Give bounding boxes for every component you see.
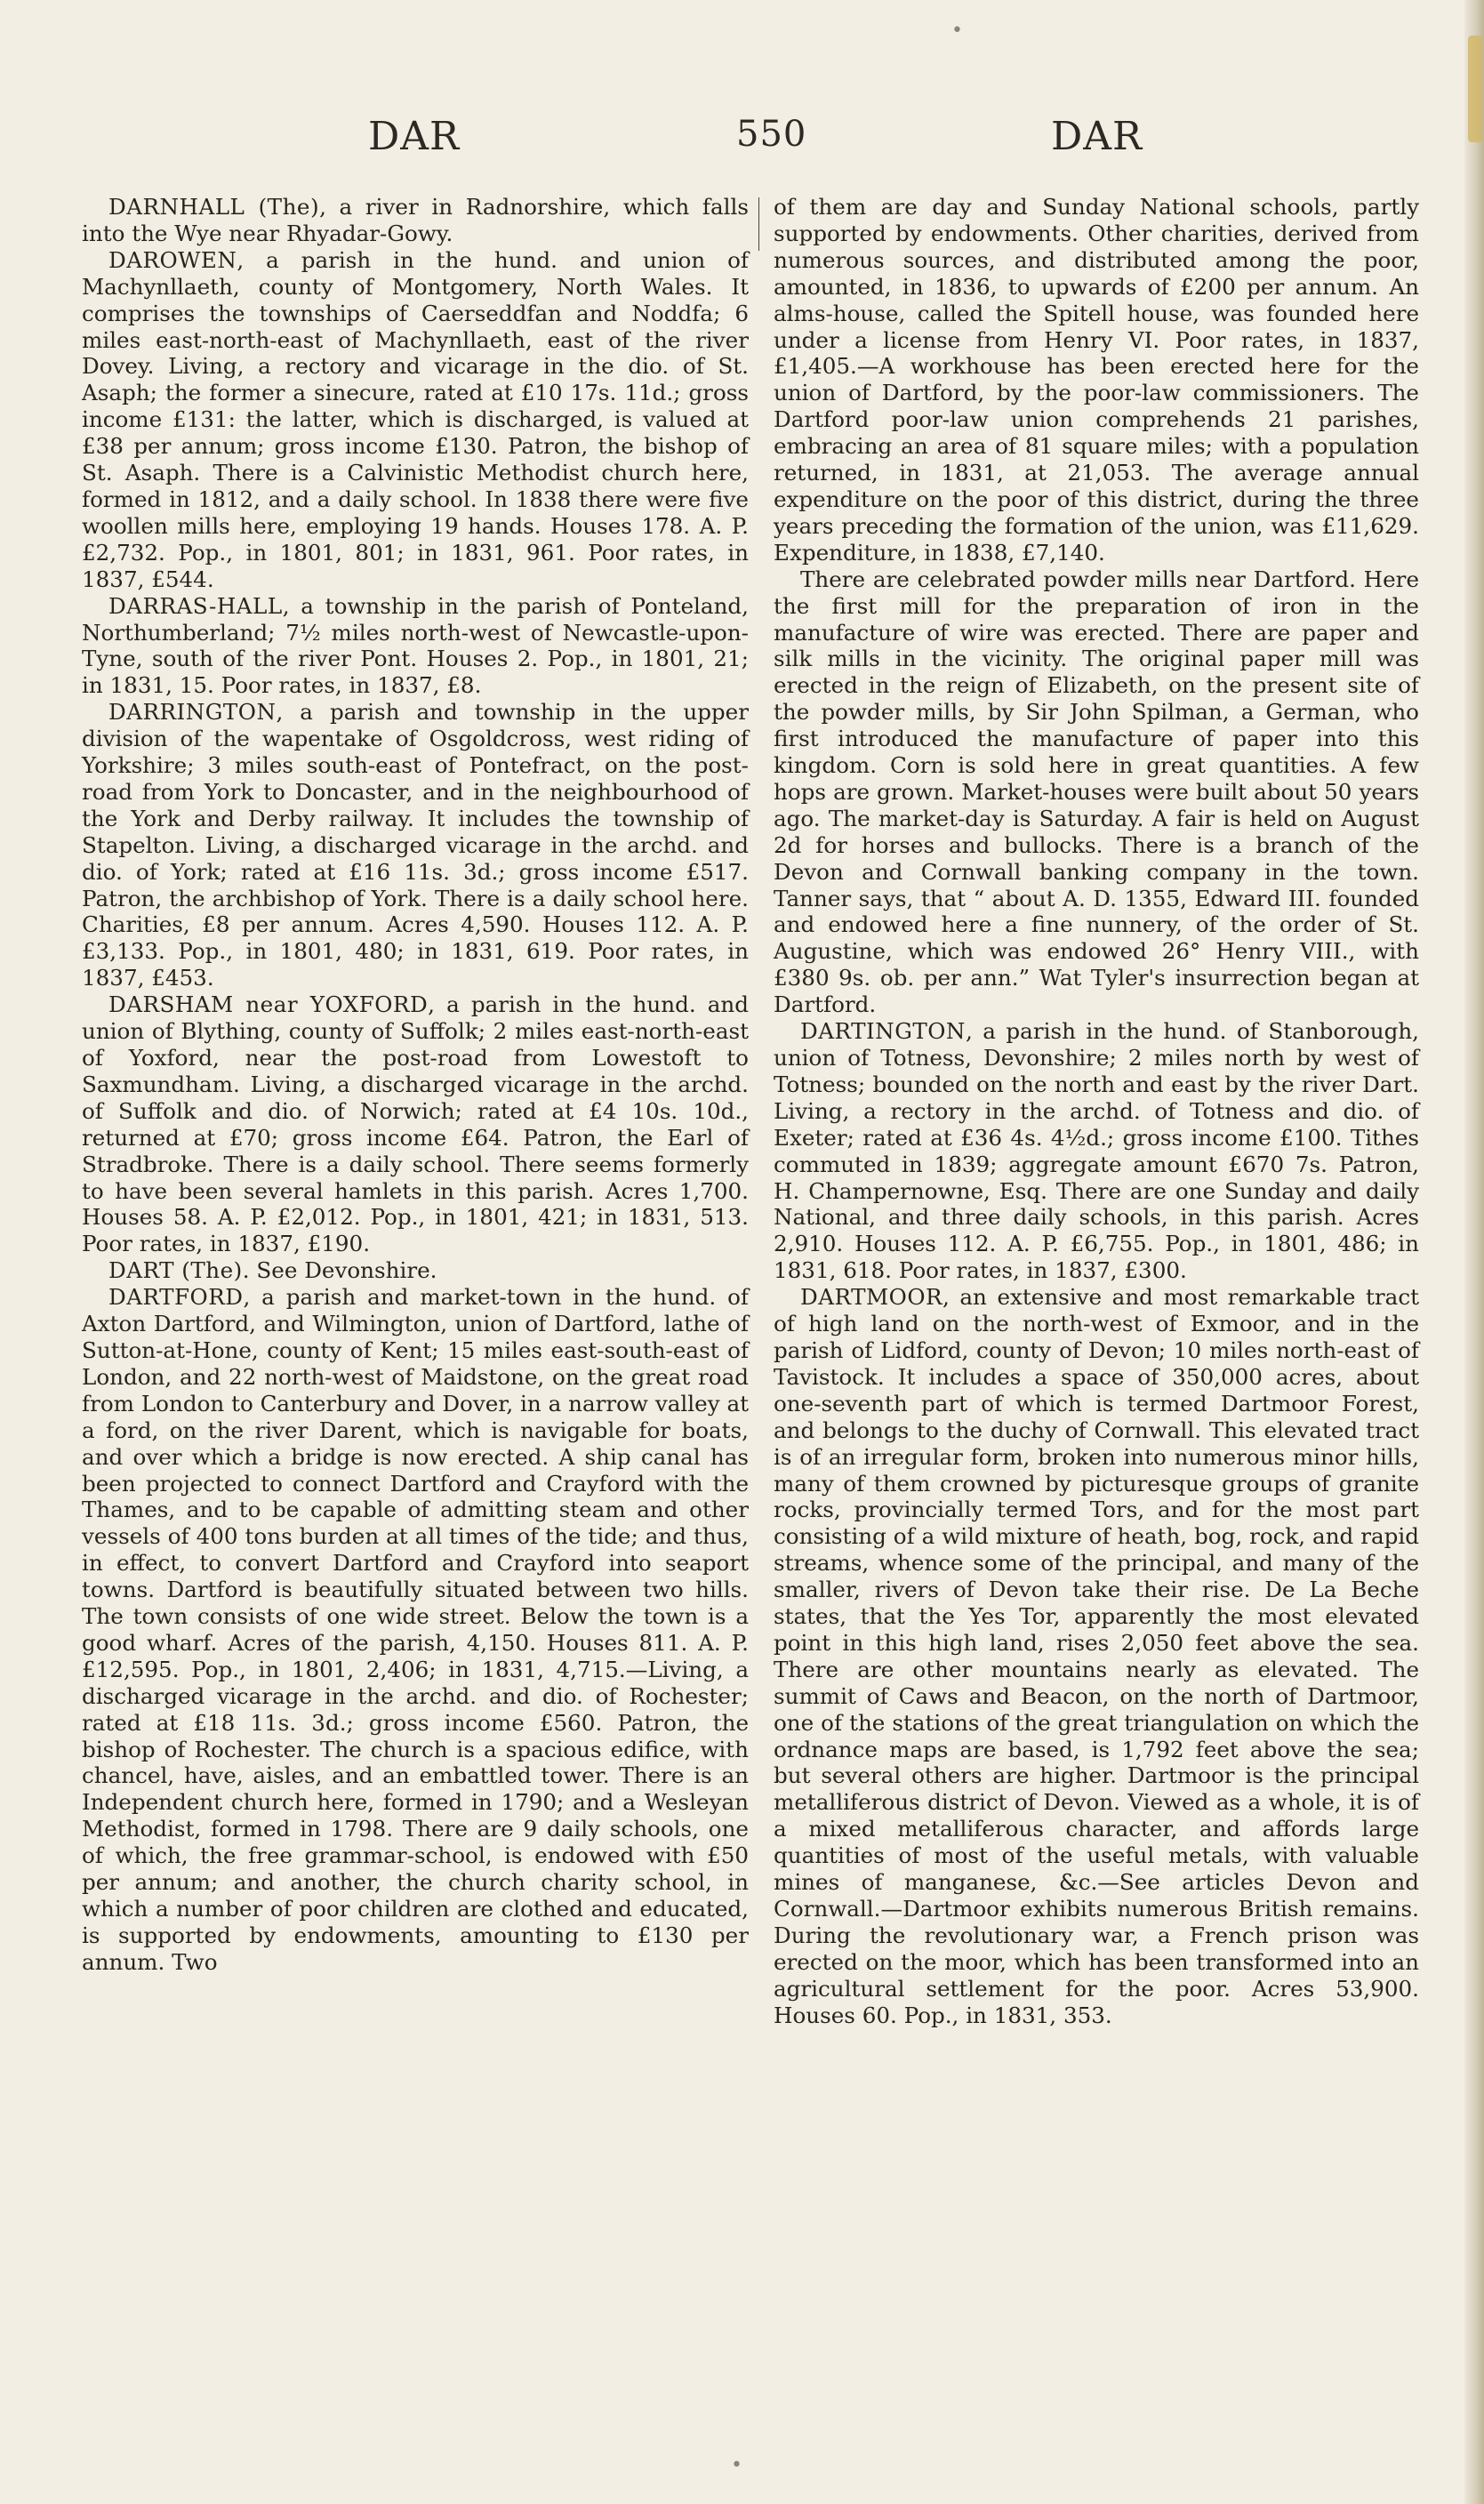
headword: DARRINGTON [108,699,277,726]
headword: DARTMOOR [800,1284,943,1311]
speck: • [951,20,963,42]
entry-darowen [82,247,749,593]
entry-text: , a river in Radnorshire, which falls into the Wye near Rhyadar-Gowy. [82,194,749,246]
entry-dartmoor [774,1284,1419,2028]
entry-darrington [82,699,749,991]
entry-text: , a parish and market-town in the hund. of Axton Dartford, and Wilmington, union of Dartford, lathe of Sutton-at-Hone, county of Kent; 15 miles east-south-east of London, and 22 north-west of Maidstone, on the great road from London to Canterbury and Dover, in a narrow valley at a ford, on the river Darent, which is navigable for boats, and over which a bridge is now erected. A ship canal has been projected to connect Dartford and Crayford with the Thames, and to be capable of admitting steam and other vessels of 400 tons burden at all times of the tide; and thus, in effect, to convert Dartford and Crayford into seaport towns. Dartford is beautifully situated between two hills. The town consists of one wide street. Below the town is a good wharf. Acres of the parish, 4,150. Houses 811. A. P. £12,595. Pop., in 1801, 2,406; in 1831, 4,715.—Living, a discharged vicarage in the archd. and dio. of Rochester; rated at £18 11s. 3d.; gross income £560. Patron, the bishop of Rochester. The church is a spacious edifice, with chancel, have, aisles, and an embattled tower. There is an Independent church here, formed in 1790; and a Wesleyan Methodist, formed in 1798. There are 9 daily schools, one of which, the free grammar-school, is endowed with £50 per annum; and another, the church charity school, in which a number of poor children are clothed and educated, is supported by endowments, amounting to £130 per annum. Two [82,1284,749,1975]
entry-text: , a parish and township in the upper division of the wapentake of Osgoldcross, west riding of Yorkshire; 3 miles south-east of Pontefract, on the post-road from York to Doncaster, and in the neighbourhood of the York and Derby railway. It includes the township of Stapelton. Living, a discharged vicarage in the archd. and dio. of York; rated at £16 11s. 3d.; gross income £517. Patron, the archbishop of York. There is a daily school here. Charities, £8 per annum. Acres 4,590. Houses 112. A. P. £3,133. Pop., in 1801, 480; in 1831, 619. Poor rates, in 1837, £453. [82,699,749,991]
headword: DARNHALL (The) [108,194,320,220]
entry-dartford-mills [774,566,1419,1018]
entry-text: , a parish in the hund. of Stanborough, union of Totness, Devonshire; 2 miles north by west of Totness; bounded on the north and east by the river Dart. Living, a rectory in the archd. of Totness and dio. of Exeter; rated at £36 4s. 4½d.; gross income £100. Tithes commuted in 1839; aggregate amount £670 7s. Patron, H. Champernowne, Esq. There are one Sunday and daily National, and three daily schools, in this parish. Acres 2,910. Houses 112. A. P. £6,755. Pop., in 1801, 486; in 1831, 618. Poor rates, in 1837, £300. [774,1018,1419,1284]
entry-text: of them are day and Sunday National schools, partly supported by endowments. Other charities, derived from numerous sources, and distributed among the poor, amounted, in 1836, to upwards of £200 per annum. An alms-house, called the Spitell house, was founded here under a license from Henry VI. Poor rates, in 1837, £1,405.—A workhouse has been erected here for the union of Dartford, by the poor-law commissioners. The Dartford poor-law union comprehends 21 parishes, embracing an area of 81 square miles; with a population returned, in 1831, at 21,053. The average annual expenditure on the poor of this district, during the three years preceding the formation of the union, was £11,629. Expenditure, in 1838, £7,140. [774,194,1419,566]
headword: DARSHAM near YOXFORD [108,991,429,1018]
entry-text: There are celebrated powder mills near Dartford. Here the first mill for the preparation of iron in the manufacture of wire was erected. There are paper and silk mills in the vicinity. The original paper mill was erected in the reign of Elizabeth, on the present site of the powder mills, by Sir John Spilman, a German, who first introduced the manufacture of paper into this kingdom. Corn is sold here in great quantities. A few hops are grown. Market-houses were built about 50 years ago. The market-day is Saturday. A fair is held on August 2d for horses and bullocks. There is a branch of the Devon and Cornwall banking company in the town. Tanner says, that “ about A. D. 1355, Edward III. founded and endowed here a fine nunnery, of the order of St. Augustine, which was endowed 26° Henry VIII., with £380 9s. ob. per ann.” Wat Tyler's insurrection began at Dartford. [774,566,1419,1018]
entry-text: , a township in the parish of Ponteland, Northumberland; 7½ miles north-west of Newcastle-upon-Tyne, south of the river Pont. Houses 2. Pop., in 1801, 21; in 1831, 15. Poor rates, in 1837, £8. [82,592,749,699]
header-left-word: DAR [368,114,461,159]
running-head [356,114,1156,167]
entry-text: , a parish in the hund. and union of Blything, county of Suffolk; 2 miles east-north-east of Yoxford, near the post-road from Lowestoft to Saxmundham. Living, a discharged vicarage in the archd. of Suffolk and dio. of Norwich; rated at £4 10s. 10d., returned at £70; gross income £64. Patron, the Earl of Stradbroke. There is a daily school. There seems formerly to have been several hamlets in this parish. Acres 1,700. Houses 58. A. P. £2,012. Pop., in 1801, 421; in 1831, 513. Poor rates, in 1837, £190. [82,991,749,1257]
entry-dartford-continued [774,194,1419,566]
header-right-word: DAR [1051,114,1143,159]
page-edge [1464,0,1484,2504]
edge-stain [1468,36,1482,142]
entry-darsham [82,991,749,1257]
entry-darnhall [82,194,749,247]
speck: • [731,2454,742,2476]
left-column [82,194,749,1976]
headword: DAROWEN [108,246,237,273]
right-column [774,194,1419,2029]
headword: DART (The) [108,1257,243,1284]
entry-text: . See Devonshire. [242,1257,437,1284]
headword: DARTFORD [108,1284,244,1311]
entry-dartford [82,1284,749,1976]
entry-text: , a parish in the hund. and union of Machynllaeth, county of Montgomery, North Wales. It comprises the townships of Caerseddfan and Noddfa; 6 miles east-north-east of Machynllaeth, east of the river Dovey. Living, a rectory and vicarage in the dio. of St. Asaph; the former a sinecure, rated at £10 17s. 11d.; gross income £131: the latter, which is discharged, is valued at £38 per annum; gross income £130. Patron, the bishop of St. Asaph. There is a Calvinistic Methodist church here, formed in 1812, and a daily school. In 1838 there were five woollen mills here, employing 19 hands. Houses 178. A. P. £2,732. Pop., in 1801, 801; in 1831, 961. Poor rates, in 1837, £544. [82,246,749,592]
entry-dart [82,1257,749,1284]
page-number: 550 [736,114,807,155]
entry-text: , an extensive and most remarkable tract of high land on the north-west of Exmoor, and in the parish of Lidford, county of Devon; 10 miles north-east of Tavistock. It includes a space of 350,000 acres, about one-seventh part of which is termed Dartmoor Forest, and belongs to the duchy of Cornwall. This elevated tract is of an irregular form, broken into numerous minor hills, many of them crowned by picturesque groups of granite rocks, provincially termed Tors, and for the most part consisting of a wild mixture of heath, bog, rock, and rapid streams, whence some of the principal, and many of the smaller, rivers of Devon take their rise. De La Beche states, that the Yes Tor, apparently the most elevated point in this high land, rises 2,050 feet above the sea. There are other mountains nearly as elevated. The summit of Caws and Beacon, on the north of Dartmoor, one of the stations of the great triangulation on which the ordnance maps are based, is 1,792 feet above the sea; but several others are higher. Dartmoor is the principal metalliferous district of Devon. Viewed as a whole, it is of a mixed metalliferous character, and affords large quantities of most of the useful metals, with valuable mines of manganese, &c.—See articles Devon and Cornwall.—Dartmoor exhibits numerous British remains. During the revolutionary war, a French prison was erected on the moor, which has been transformed into an agricultural settlement for the poor. Acres 53,900. Houses 60. Pop., in 1831, 353. [774,1284,1419,2028]
column-divider [758,197,759,251]
headword: DARRAS-HALL [108,592,283,619]
headword: DARTINGTON [800,1018,966,1045]
entry-dartington [774,1018,1419,1284]
entry-darras-hall [82,593,749,700]
